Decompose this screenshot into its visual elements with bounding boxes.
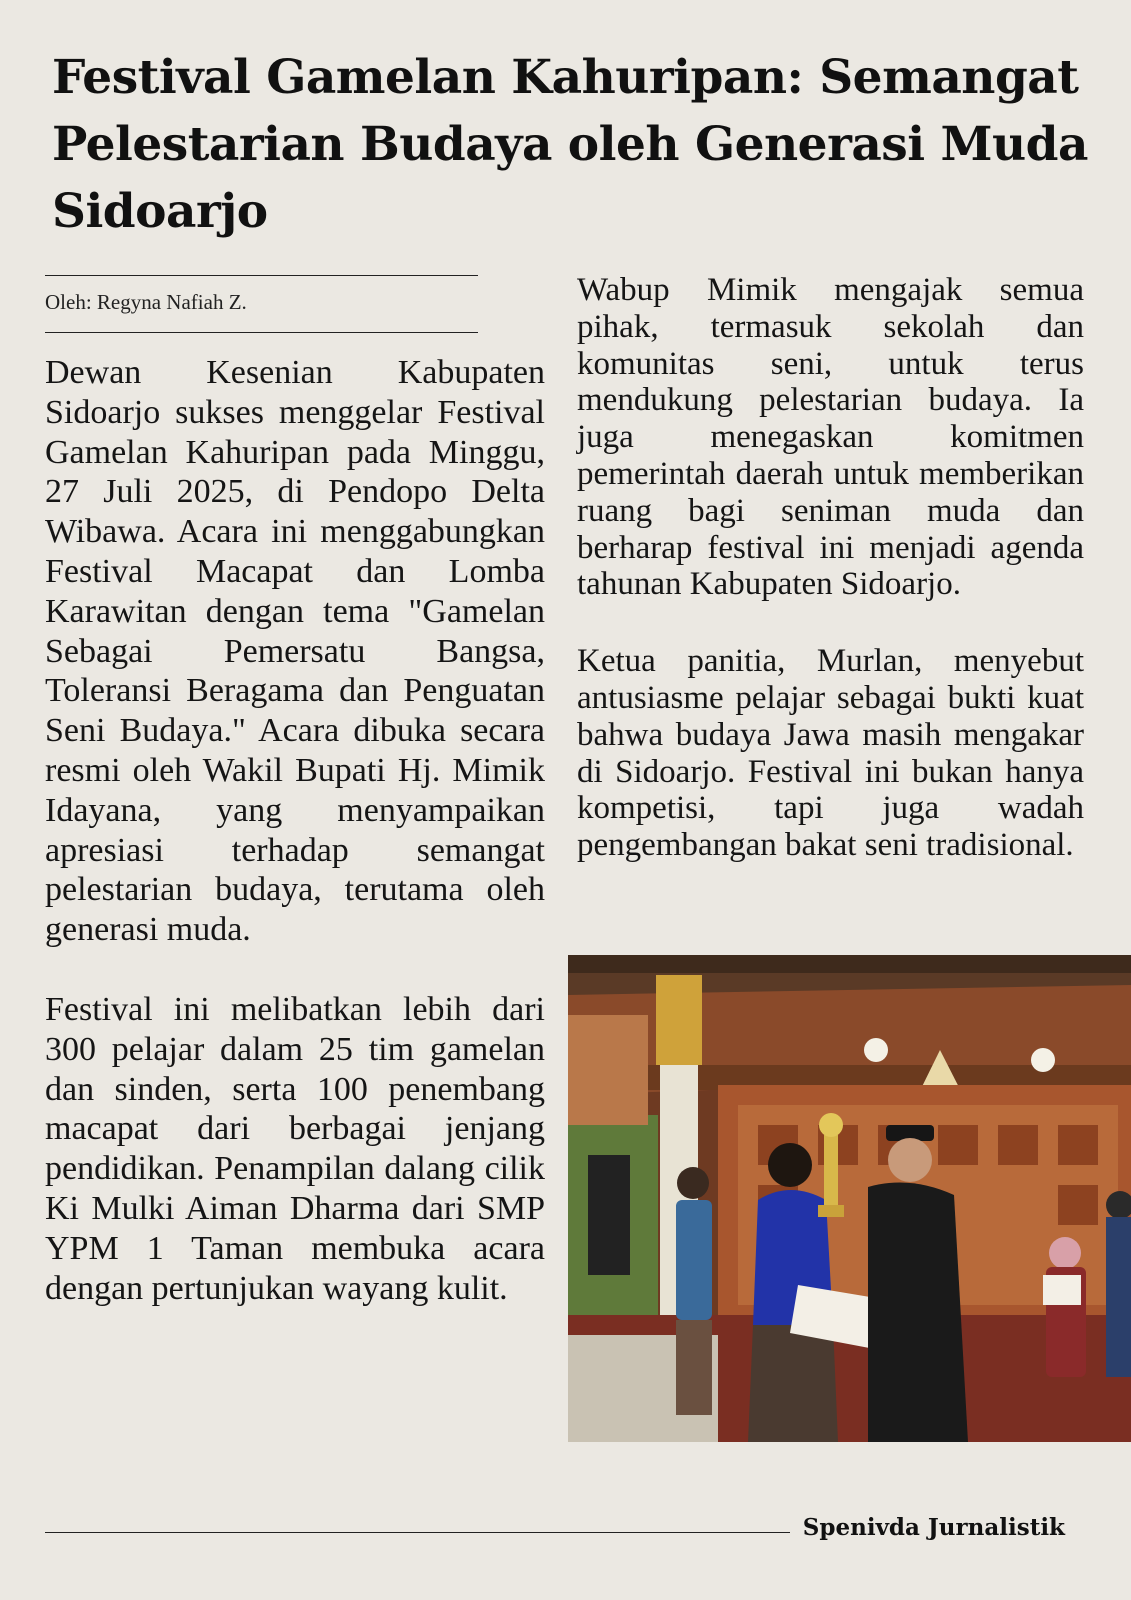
right-column <box>577 272 1084 904</box>
byline-bottom-divider <box>45 332 478 333</box>
article-paragraph: Dewan Kesenian Kabupaten Sidoarjo sukses menggelar Festival Gamelan Kahuripan pada Minggu, 27 Juli 2025, di Pendopo Delta Wibawa. Acara ini menggabungkan Festival Macapat dan Lomba Karawitan dengan tema "Gamelan Sebagai Pemersatu Bangsa, Toleransi Beragama dan Penguatan Seni Budaya." Acara dibuka secara resmi oleh Wakil Bupati Hj. Mimik Idayana, yang menyampaikan apresiasi terhadap semangat pelestarian budaya, terutama oleh generasi muda. <box>45 354 545 949</box>
award-ceremony-photo <box>568 955 1131 1442</box>
article-paragraph: Wabup Mimik mengajak semua pihak, termasuk sekolah dan komunitas seni, untuk terus mendukung pelestarian budaya. Ia juga menegaskan komitmen pemerintah daerah untuk memberikan ruang bagi seniman muda dan berharap festival ini menjadi agenda tahunan Kabupaten Sidoarjo. <box>577 272 1084 603</box>
article-title: Festival Gamelan Kahuripan: Semangat Pelestarian Budaya oleh Generasi Muda Sidoarjo <box>52 50 1088 239</box>
byline: Oleh: Regyna Nafiah Z. <box>45 290 247 314</box>
byline-top-divider <box>45 275 478 276</box>
footer-divider <box>45 1532 790 1533</box>
footer-brand: Spenivda Jurnalistik <box>802 1514 1065 1541</box>
left-column <box>45 353 545 1348</box>
article-paragraph: Ketua panitia, Murlan, menyebut antusiasme pelajar sebagai bukti kuat bahwa budaya Jawa masih mengakar di Sidoarjo. Festival ini bukan hanya kompetisi, tapi juga wadah pengembangan bakat seni tradisional. <box>577 643 1084 864</box>
event-photo <box>568 955 1131 1442</box>
article-paragraph: Festival ini melibatkan lebih dari 300 pelajar dalam 25 tim gamelan dan sinden, serta 100 penembang macapat dari berbagai jenjang pendidikan. Penampilan dalang cilik Ki Mulki Aiman Dharma dari SMP YPM 1 Taman membuka acara dengan pertunjukan wayang kulit. <box>45 990 545 1307</box>
